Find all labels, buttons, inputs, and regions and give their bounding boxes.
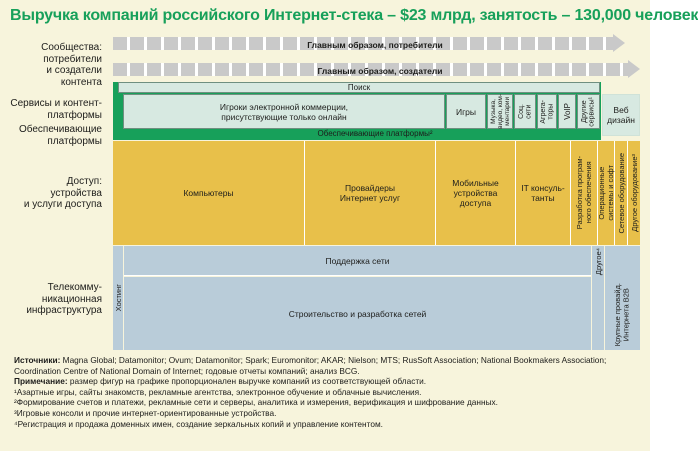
enabling-platforms-label: Обеспечивающие платформы² [317, 129, 433, 138]
row-label-telecom: Телекомму- никационная инфраструктура [26, 282, 102, 316]
ecommerce-box [123, 94, 445, 129]
footnote-2: ²Формирование счетов и платежи, рекламные сети и серверы, аналитика и измерения, верификация и шифрование данных. [14, 397, 498, 408]
sources-text: Magna Global; Datamonitor; Ovum; Datamonitor; Spark; Euromonitor; AKAR; Nielson; MTS; RusSoft Association; National Bookmakers Association; Coordination Centre of National Domain of Internet; годовые отчеты компаний; анализ BCG. [14, 355, 607, 376]
hosting-label: Хостинг [113, 284, 123, 312]
other-equipment-box [628, 141, 640, 245]
remark-text: размер фигур на графике пропорционален выручке компаний из соответствующей области. [69, 376, 427, 387]
sources-note [14, 355, 639, 376]
major-providers-label: Крупные провайд. Интернета B2B [613, 282, 631, 346]
software-dev-label: Разработка програм- ного обеспечения [575, 156, 593, 230]
footnote-3: ³Игровые консоли и прочие интернет-ориентированные устройства. [14, 407, 277, 418]
notes-section [14, 355, 639, 429]
network-equipment-box [615, 141, 628, 245]
creators-arrow [628, 60, 640, 78]
other-services-box [577, 94, 600, 129]
other-telecom-label: Другое⁴ [593, 248, 603, 276]
consumers-arrow [613, 34, 625, 52]
media-label: Музыка, видео, ком- ментарии [489, 94, 511, 129]
remark-note [14, 376, 639, 387]
row-label-access: Доступ: устройства и услуги доступа [23, 176, 102, 210]
footnote-1: ¹Азартные игры, сайты знакомств, рекламные агентства, электронное обучение и облачные вычисления. [14, 386, 422, 397]
aggregators-box [537, 94, 557, 129]
other-equipment-label: Другое оборудование³ [629, 154, 639, 232]
search-box: Поиск [118, 82, 600, 93]
remark-heading: Примечание: [14, 376, 68, 387]
os-label: Операционные системы и софт [597, 165, 615, 221]
it-consultants-label: IT консуль- танты [521, 183, 565, 203]
row-label-platforms: Обеспечивающие платформы [18, 124, 102, 147]
other-telecom-box [592, 246, 604, 350]
diagram-title: Выручка компаний российского Интернет-стека – $23 млрд, занятость – 130,000 человек [10, 7, 698, 24]
mobile-box [436, 141, 516, 245]
social-box [514, 94, 536, 129]
games-box: Игры [446, 94, 486, 129]
it-consultants-box [516, 141, 571, 245]
os-box [598, 141, 615, 245]
network-construction-box: Строительство и разработка сетей [124, 277, 591, 350]
isp-box [305, 141, 436, 245]
mobile-label: Мобильные устройства доступа [452, 178, 499, 208]
other-services-label: Другие сервисы¹ [581, 96, 596, 127]
row-label-communities: Сообщества: потребители и создатели контента [41, 42, 102, 88]
sources-heading: Источники: [14, 355, 61, 365]
footnote-4: ⁴Регистрация и продажа доменных имен, создание зеркальных копий и управление контентом. [14, 418, 383, 429]
social-label: Соц. сети [517, 104, 532, 119]
creators-label: Главным образом, создатели [317, 65, 443, 76]
consumers-label: Главным образом, потребители [307, 39, 443, 50]
software-dev-box [571, 141, 598, 245]
media-box [487, 94, 513, 129]
hosting-box [113, 246, 123, 350]
voip-label: VoIP [562, 103, 572, 120]
web-design-label: Веб дизайн [607, 105, 635, 125]
row-label-services: Сервисы и контент- платформы [10, 98, 102, 121]
isp-label: Провайдеры Интернет услуг [339, 183, 401, 203]
network-support-box: Поддержка сети [124, 246, 591, 276]
network-equipment-label: Сетевое оборудование [616, 152, 626, 234]
ecommerce-label: Игроки электронной коммерции, присутствующие только онлайн [219, 101, 349, 122]
voip-box [558, 94, 576, 129]
computers-box: Компьютеры [113, 141, 305, 245]
major-providers-box [605, 246, 640, 350]
web-design-box [602, 94, 640, 136]
aggregators-label: Агрега- торы [539, 99, 554, 124]
